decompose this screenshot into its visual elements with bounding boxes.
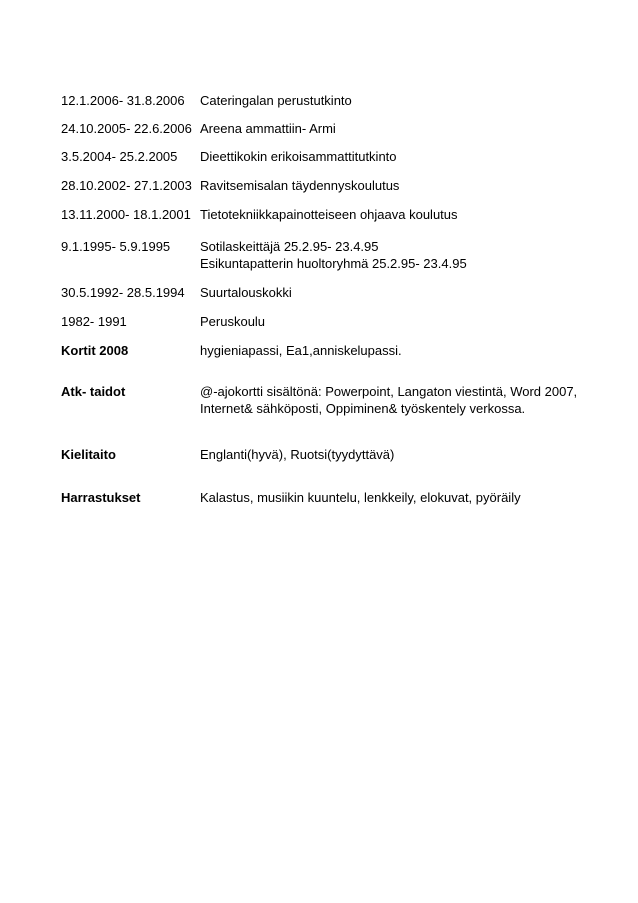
education-row (61, 313, 618, 330)
education-description-line: Esikuntapatterin huoltoryhmä 25.2.95- 23.4.95 (200, 256, 467, 271)
section-heading: Atk- taidot (61, 384, 126, 399)
education-description-line: Sotilaskeittäjä 25.2.95- 23.4.95 (200, 239, 379, 254)
education-description-line: Suurtalouskokki (200, 285, 292, 300)
education-description (200, 313, 618, 330)
education-row (61, 284, 618, 301)
education-description (200, 284, 618, 301)
education-dates: 30.5.1992- 28.5.1994 (61, 285, 185, 300)
section-row (61, 383, 618, 417)
education-dates: 12.1.2006- 31.8.2006 (61, 93, 185, 108)
education-description (200, 120, 618, 137)
section-content-line: Englanti(hyvä), Ruotsi(tyydyttävä) (200, 447, 395, 462)
section-heading: Kielitaito (61, 447, 116, 462)
education-description-line: Dieettikokin erikoisammattitutkinto (200, 149, 397, 164)
section-content (200, 383, 618, 417)
education-dates: 13.11.2000- 18.1.2001 (61, 207, 191, 222)
section-heading: Harrastukset (61, 490, 141, 505)
education-dates: 9.1.1995- 5.9.1995 (61, 239, 171, 254)
education-row (61, 238, 618, 272)
education-description-line: Peruskoulu (200, 314, 266, 329)
section-row (61, 446, 618, 463)
education-description (200, 238, 618, 272)
education-description (200, 177, 618, 194)
section-content (200, 489, 618, 506)
section-content (200, 342, 618, 359)
section-heading: Kortit 2008 (61, 343, 129, 358)
education-description-line: Ravitsemisalan täydennyskoulutus (200, 178, 400, 193)
section-content-line: hygieniapassi, Ea1,anniskelupassi. (200, 343, 402, 358)
education-description-line: Areena ammattiin- Armi (200, 121, 336, 136)
education-row (61, 206, 618, 223)
education-dates: 1982- 1991 (61, 314, 127, 329)
education-description-line: Cateringalan perustutkinto (200, 93, 352, 108)
education-description-line: Tietotekniikkapainotteiseen ohjaava koulutus (200, 207, 458, 222)
education-row (61, 120, 618, 137)
section-row (61, 489, 618, 506)
education-description (200, 92, 618, 109)
education-row (61, 148, 618, 165)
education-dates: 3.5.2004- 25.2.2005 (61, 149, 178, 164)
section-content-line: Internet& sähköposti, Oppiminen& työskentely verkossa. (200, 401, 526, 416)
education-dates: 28.10.2002- 27.1.2003 (61, 178, 192, 193)
section-content (200, 446, 618, 463)
section-row (61, 342, 618, 359)
section-content-line: Kalastus, musiikin kuuntelu, lenkkeily, elokuvat, pyöräily (200, 490, 521, 505)
education-row (61, 92, 618, 109)
education-dates: 24.10.2005- 22.6.2006 (61, 121, 192, 136)
education-description (200, 206, 618, 223)
education-row (61, 177, 618, 194)
section-content-line: @-ajokortti sisältönä: Powerpoint, Langaton viestintä, Word 2007, (200, 384, 578, 399)
education-description (200, 148, 618, 165)
